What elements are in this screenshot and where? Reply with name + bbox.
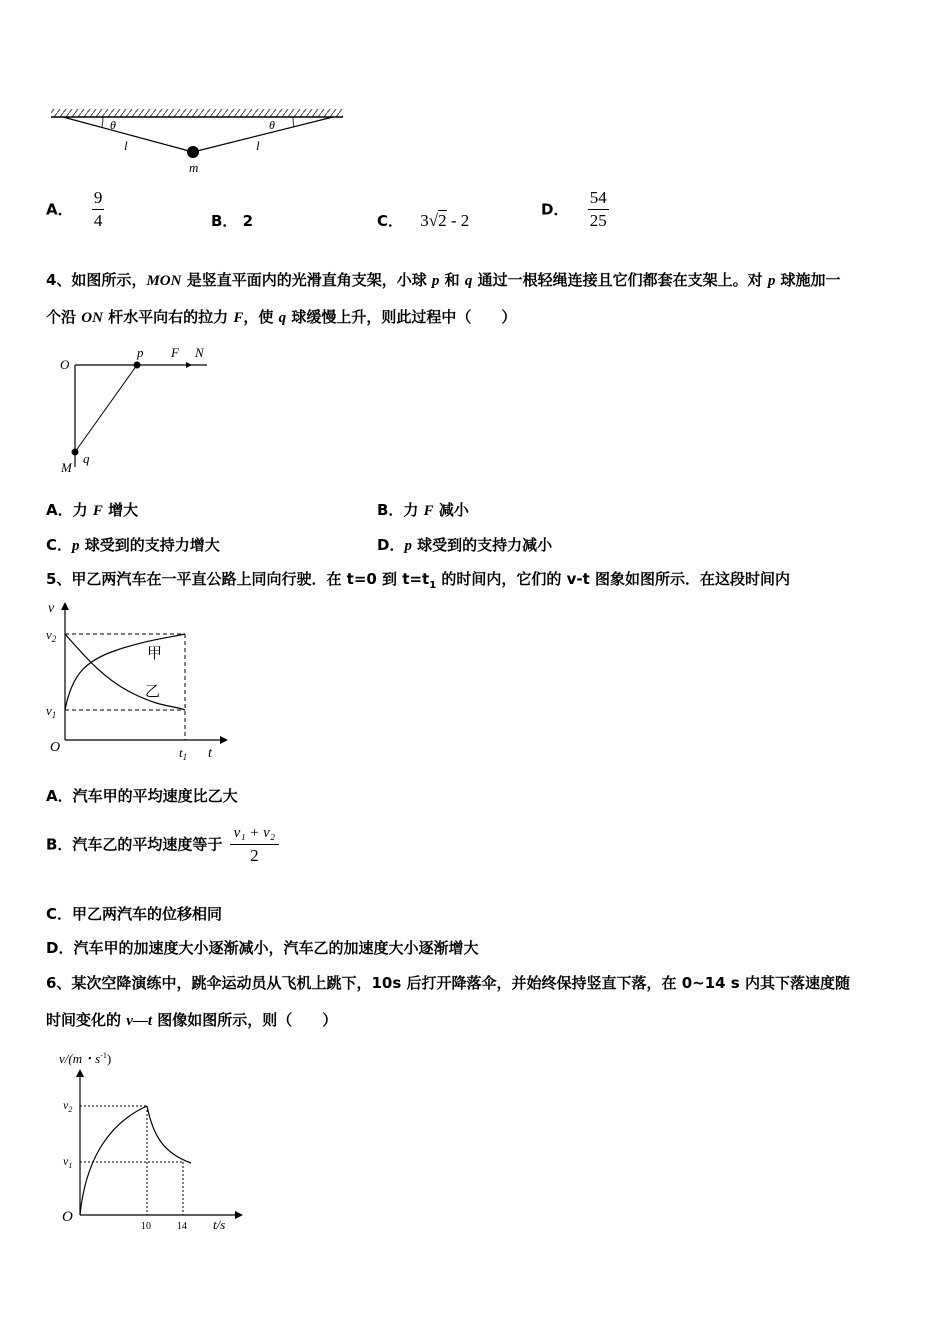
numerator: v₁ + v₂ [230, 822, 279, 845]
fraction-9-4 [92, 187, 105, 232]
curve-yi [65, 634, 185, 710]
mass-label: m [189, 160, 199, 175]
left-string [63, 117, 193, 152]
text: 球施加一 [775, 271, 841, 289]
text: 的时间内，它们的 v-t 图象如图所示．在这段时间内 [436, 570, 791, 588]
q4-stem-line2 [46, 307, 516, 328]
ball-q [72, 449, 79, 456]
length-left: l [124, 138, 128, 153]
q4-option-b[interactable] [377, 500, 469, 521]
text: 杆水平向右的拉力 [102, 308, 234, 326]
q4-option-a[interactable] [46, 500, 138, 521]
var-q: q [278, 310, 287, 326]
q6-stem-line1: 6、某次空降演练中，跳伞运动员从飞机上跳下，10s 后打开降落伞，并始终保持竖直下落，在 0~14 s 内其下落速度随 [46, 974, 850, 992]
curve-jia [65, 634, 185, 710]
label-t1: $t_1$ [179, 745, 188, 762]
option-text: 减小 [433, 501, 469, 519]
denominator: 2 [250, 846, 259, 865]
q5-option-b[interactable] [46, 822, 279, 872]
numerator: 9 [92, 187, 105, 210]
pendulum-figure [45, 105, 355, 180]
y-axis-label: v/(m・$s^{-1}$) [59, 1051, 112, 1066]
frame-figure [55, 342, 215, 477]
label-jia: 甲 [147, 644, 163, 662]
velocity-fall [147, 1106, 191, 1163]
var-on: ON [81, 310, 103, 326]
numerator: 54 [588, 187, 609, 210]
label-f: F [171, 345, 179, 360]
vt-graph-q5 [42, 598, 232, 766]
q6-stem-line2 [46, 1010, 337, 1031]
option-text: 球受到的支持力减小 [411, 536, 553, 554]
option-label: B．力 [377, 501, 424, 519]
q5-option-c[interactable]: C．甲乙两汽车的位移相同 [46, 905, 223, 923]
text: 通过一根轻绳连接且它们都套在支架上。对 [472, 271, 768, 289]
text: 4、如图所示， [46, 271, 147, 289]
q5-option-a[interactable]: A．汽车甲的平均速度比乙大 [46, 787, 238, 805]
tick-10: 10 [141, 1221, 151, 1232]
text: ，使 [243, 308, 279, 326]
label-v: v [48, 601, 55, 616]
x-arrow [235, 1211, 243, 1219]
q4-option-c[interactable] [46, 535, 220, 556]
option-label: A．力 [46, 501, 93, 519]
label-o: O [50, 740, 61, 755]
tick-14: 14 [177, 1221, 187, 1232]
text: 时间变化的 [46, 1011, 127, 1029]
option-label: D． [541, 200, 569, 219]
force-arrow [186, 362, 192, 368]
var-q: q [464, 273, 473, 289]
ball-p [134, 362, 141, 369]
q3-option-a[interactable] [46, 187, 104, 233]
text: 5、甲乙两汽车在一平直公路上同向行驶．在 t=0 到 t=t [46, 570, 430, 588]
var-mon: MON [146, 273, 182, 289]
var-f: F [233, 310, 244, 326]
q5-option-d[interactable]: D．汽车甲的加速度大小逐渐减小，汽车乙的加速度大小逐渐增大 [46, 939, 479, 957]
angle-left: θ [110, 118, 116, 132]
label-t: t [208, 746, 212, 761]
var-f: F [92, 503, 103, 519]
q3-option-c[interactable] [377, 211, 469, 231]
var-vt: v—t [126, 1013, 153, 1029]
length-right: l [256, 138, 260, 153]
label-q: q [83, 451, 90, 466]
x-arrow [220, 736, 228, 744]
q4-option-d[interactable] [377, 535, 552, 556]
label-v2: $v_2$ [63, 1098, 73, 1114]
fraction-54-25 [588, 187, 609, 232]
radicand: 2 [438, 211, 447, 230]
remainder: - 2 [450, 211, 470, 230]
var-p: p [404, 538, 412, 554]
var-p: p [431, 273, 440, 289]
label-p: p [137, 345, 144, 360]
x-axis-label: t/s [213, 1217, 226, 1232]
label-o: O [60, 357, 70, 372]
label-n: N [195, 345, 204, 360]
velocity-rise [80, 1106, 147, 1215]
right-string [193, 117, 333, 152]
label-o: O [62, 1209, 73, 1225]
label-yi: 乙 [145, 682, 161, 700]
label-v1: $v_1$ [46, 703, 57, 720]
y-arrow [61, 602, 69, 610]
text: 和 [439, 271, 465, 289]
q5-stem [46, 569, 790, 596]
option-text: 球受到的支持力增大 [79, 536, 220, 554]
option-label: B．汽车乙的平均速度等于 [46, 835, 223, 854]
option-text: 增大 [102, 501, 139, 519]
coefficient: 3 [420, 211, 429, 230]
text: 是竖直平面内的光滑直角支架，小球 [181, 271, 432, 289]
subscript: 1 [429, 580, 437, 591]
denominator: 25 [589, 211, 607, 230]
y-arrow [76, 1069, 84, 1077]
label-v1: $v_1$ [63, 1154, 73, 1170]
option-label: C． [46, 536, 73, 554]
var-f: F [423, 503, 434, 519]
rope [75, 365, 137, 452]
fraction-average-velocity [230, 822, 279, 867]
q3-option-b[interactable] [211, 211, 253, 231]
option-label: C． [377, 212, 404, 230]
text: 图像如图所示，则（ ） [152, 1011, 338, 1029]
var-p: p [72, 538, 80, 554]
option-value: 2 [242, 212, 254, 230]
option-label: A． [46, 200, 73, 219]
denominator: 4 [93, 211, 103, 230]
q3-option-d[interactable] [541, 187, 609, 233]
text: 个沿 [46, 308, 82, 326]
option-label: D． [377, 536, 405, 554]
q4-stem-line1 [46, 270, 841, 291]
label-m: M [61, 460, 72, 475]
sqrt-icon: √ [428, 211, 439, 230]
var-p: p [767, 273, 776, 289]
option-label: B． [211, 212, 238, 230]
ceiling-hatch [51, 109, 343, 117]
mass-ball [187, 146, 199, 158]
vt-graph-q6 [55, 1045, 250, 1240]
angle-right: θ [269, 118, 275, 132]
label-v2: $v_2$ [46, 627, 57, 644]
text: 球缓慢上升，则此过程中（ ） [286, 308, 517, 326]
